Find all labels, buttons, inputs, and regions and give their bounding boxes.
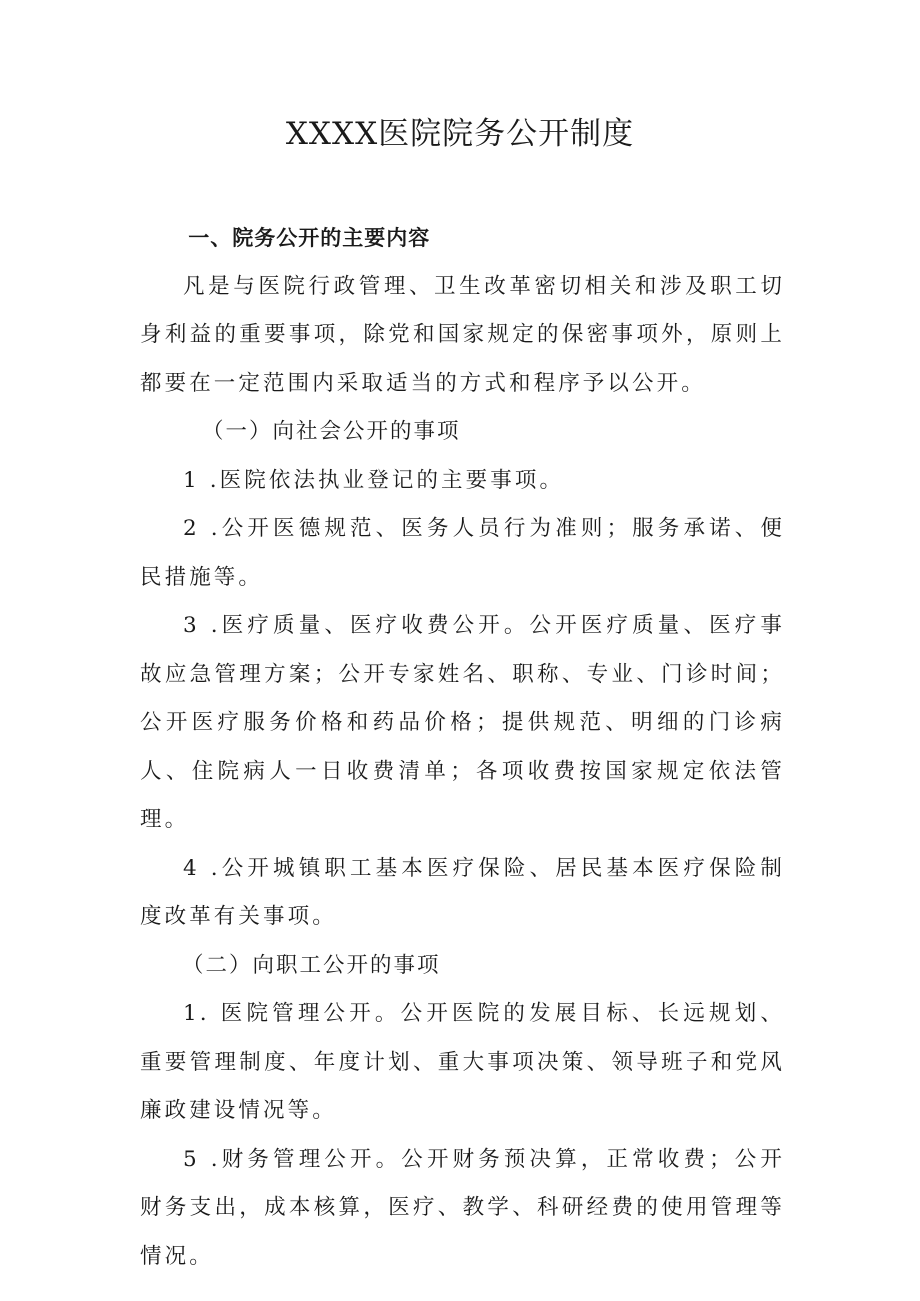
list-item: 3 .医疗质量、医疗收费公开。公开医疗质量、医疗事故应急管理方案；公开专家姓名、职称、专业、门诊时间；公开医疗服务价格和药品价格；提供规范、明细的门诊病人、住院病人一日收费清单；各项收费按国家规定依法管理。	[140, 613, 785, 832]
document-title: XXXX医院院务公开制度	[285, 116, 635, 152]
section-heading: 一、院务公开的主要内容	[188, 226, 431, 250]
subsection-heading-staff: （二）向职工公开的事项	[182, 952, 441, 978]
list-item: 4 .公开城镇职工基本医疗保险、居民基本医疗保险制度改革有关事项。	[140, 855, 785, 929]
list-item: 2 .公开医德规范、医务人员行为准则；服务承诺、便民措施等。	[140, 516, 785, 590]
intro-paragraph: 凡是与医院行政管理、卫生改革密切相关和涉及职工切身利益的重要事项，除党和国家规定的保密事项外，原则上都要在一定范围内采取适当的方式和程序予以公开。	[140, 273, 785, 396]
subsection-heading-public: （一）向社会公开的事项	[202, 419, 461, 444]
list-item: 1 .医院依法执业登记的主要事项。	[183, 467, 565, 493]
list-item: 1. 医院管理公开。公开医院的发展目标、长远规划、重要管理制度、年度计划、重大事项决策、领导班子和党风廉政建设情况等。	[140, 1001, 785, 1123]
list-item: 5 .财务管理公开。公开财务预决算，正常收费；公开财务支出，成本核算，医疗、教学、科研经费的使用管理等情况。	[140, 1146, 785, 1269]
document-body	[140, 214, 785, 1281]
